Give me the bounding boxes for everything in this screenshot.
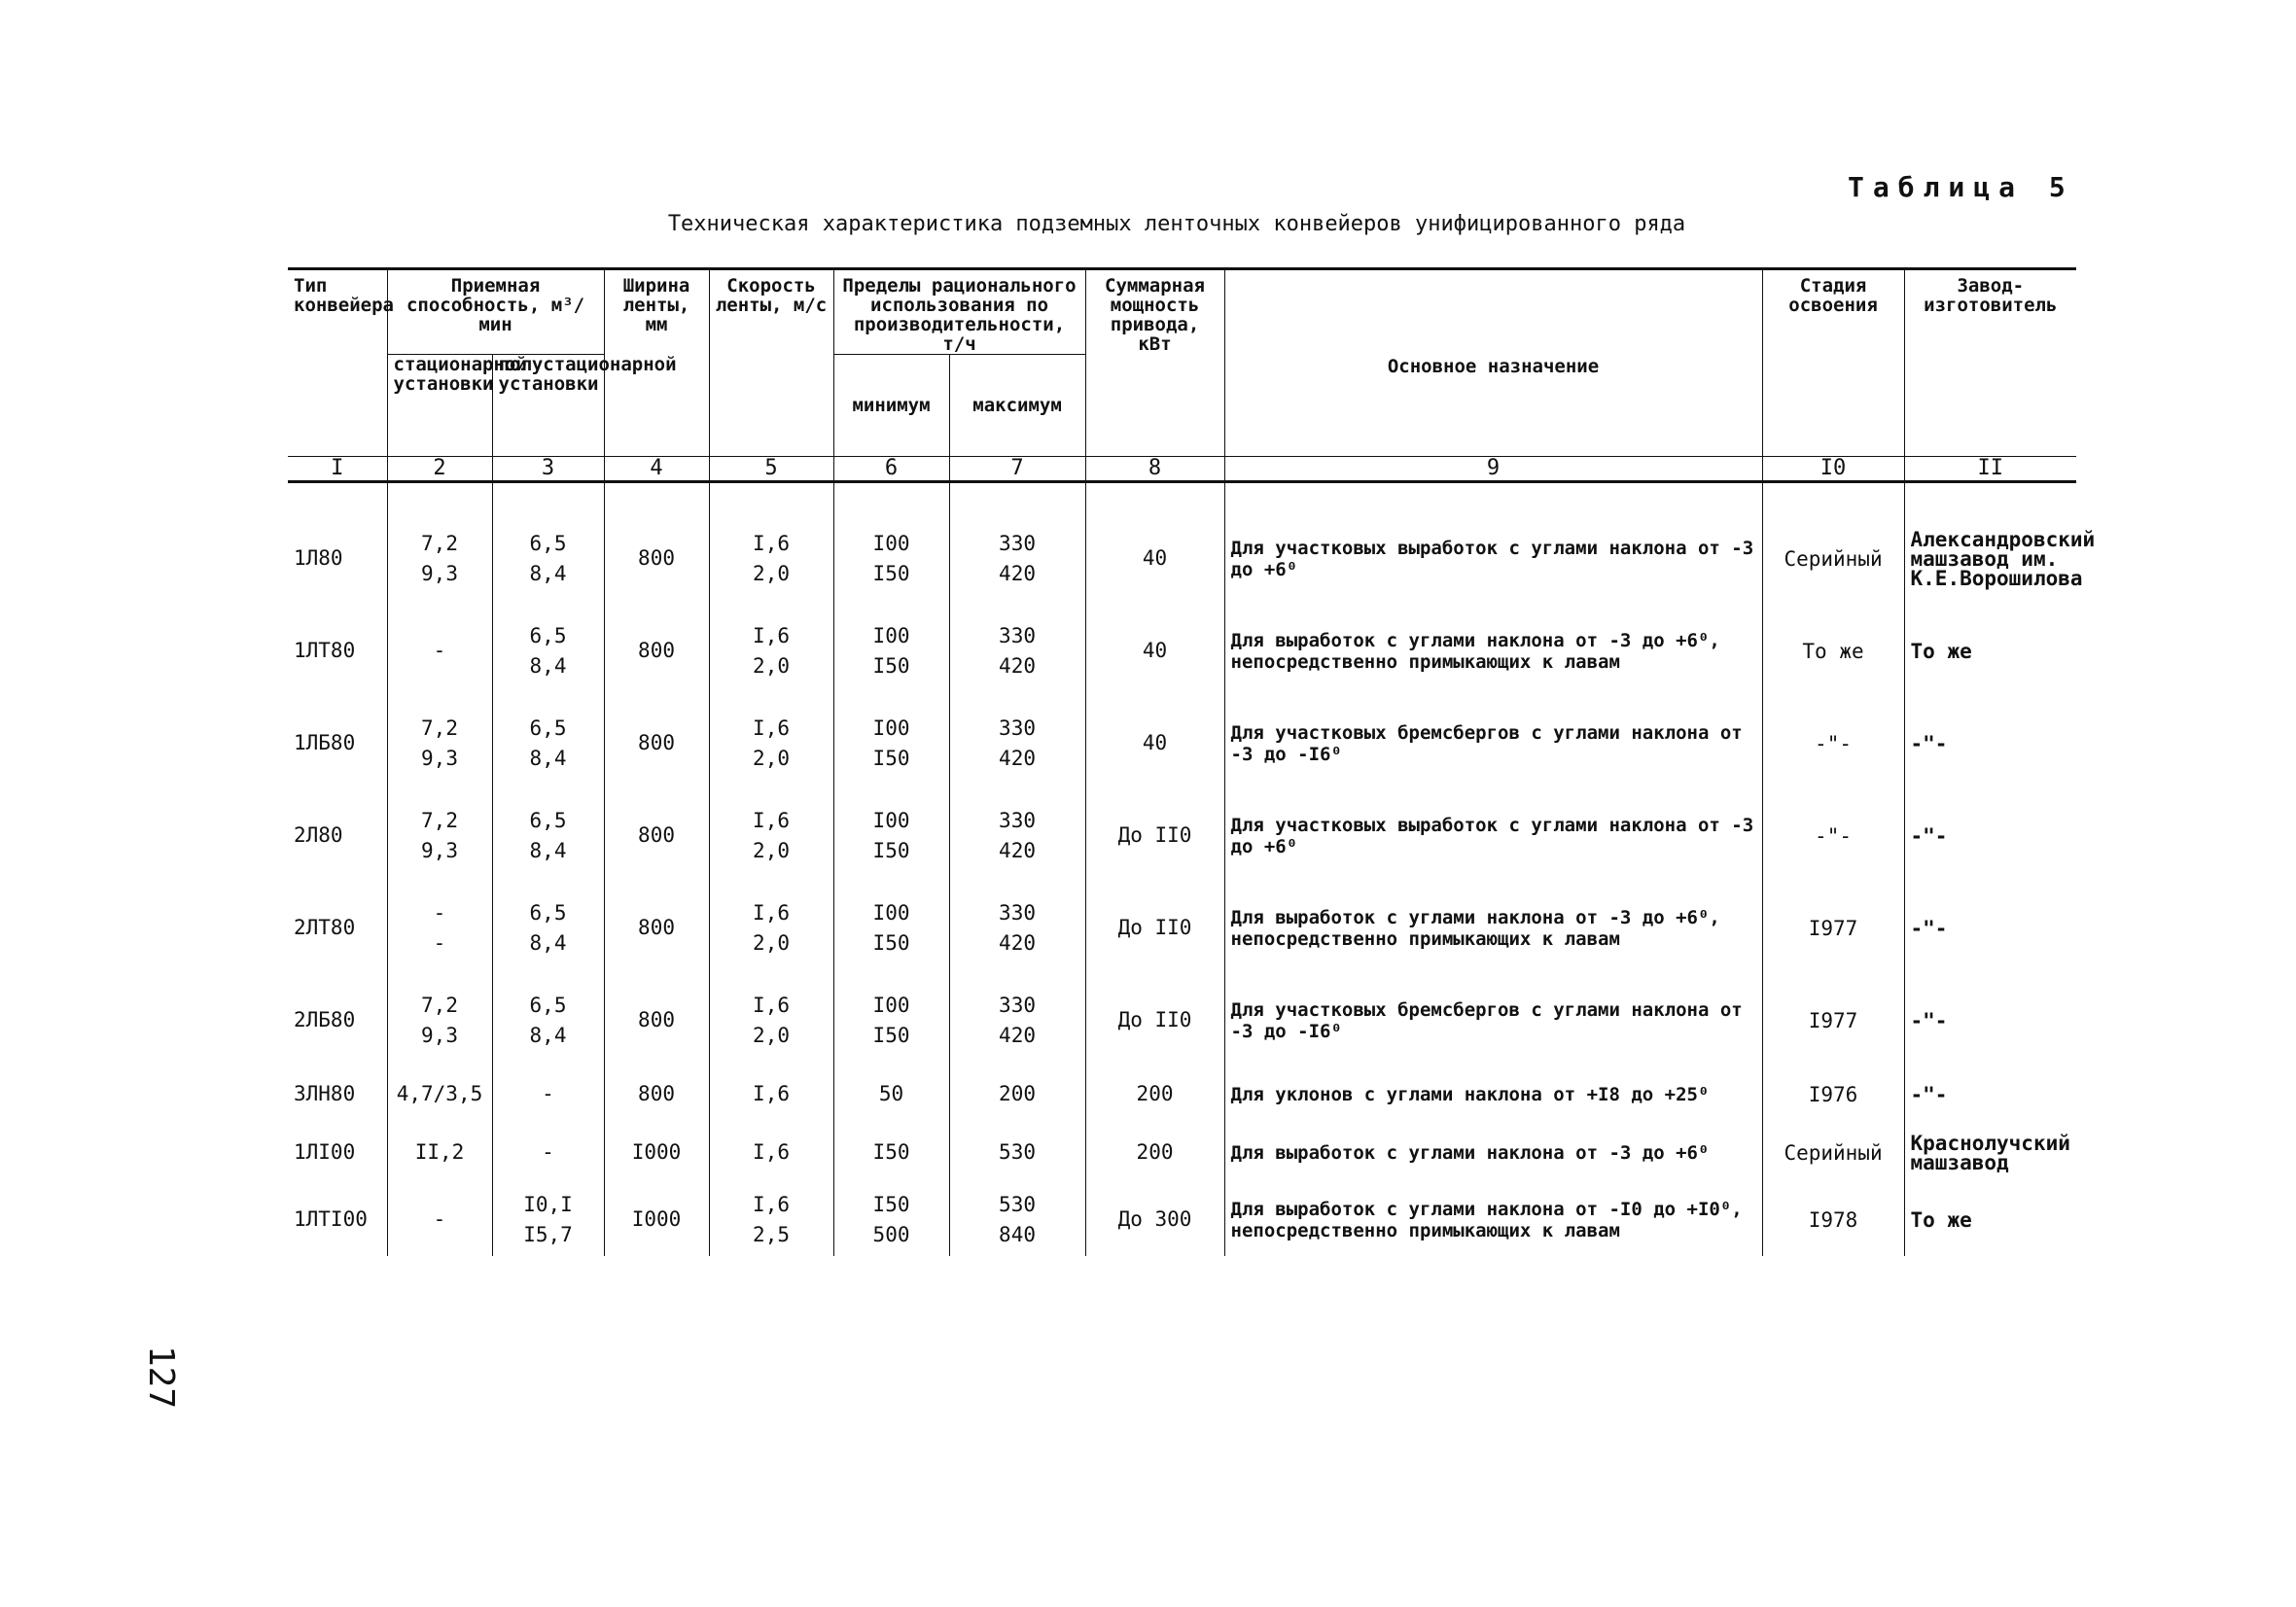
cell-type: 1ЛТ80 [288, 605, 387, 697]
column-number: I0 [1762, 457, 1904, 482]
cell-limit-min: I00 I50 [833, 605, 949, 697]
cell-maker: -"- [1904, 1066, 2076, 1122]
cell-stage: I977 [1762, 974, 1904, 1066]
cell-maker: -"- [1904, 697, 2076, 789]
cell-speed: I,6 2,0 [709, 697, 833, 789]
cell-limit-min: I00 I50 [833, 882, 949, 974]
cell-limit-max: 530 [949, 1122, 1085, 1183]
column-number: I [288, 457, 387, 482]
column-number: II [1904, 457, 2076, 482]
column-number: 7 [949, 457, 1085, 482]
cell-purpose: Для участковых выработок с углами наклона от -3 до +6⁰ [1224, 512, 1762, 605]
header-limits: Пределы рационального использования по производительности, т/ч [833, 269, 1085, 355]
cell-width: I000 [604, 1183, 709, 1256]
column-number: 8 [1085, 457, 1224, 482]
table-row [288, 697, 2076, 789]
table-row [288, 1122, 2076, 1183]
cell-width: 800 [604, 789, 709, 882]
cell-type: 2ЛТ80 [288, 882, 387, 974]
cell-capacity-semi: I0,I I5,7 [492, 1183, 604, 1256]
cell-maker: То же [1904, 1183, 2076, 1256]
cell-limit-min: I00 I50 [833, 974, 949, 1066]
cell-type: 2Л80 [288, 789, 387, 882]
cell-limit-max: 330 420 [949, 605, 1085, 697]
cell-stage: -"- [1762, 697, 1904, 789]
cell-type: 1Л80 [288, 512, 387, 605]
cell-limit-min: I00 I50 [833, 789, 949, 882]
cell-purpose: Для выработок с углами наклона от -3 до +6⁰ [1224, 1122, 1762, 1183]
cell-width: 800 [604, 697, 709, 789]
cell-capacity-stationary: - - [387, 882, 492, 974]
cell-maker: -"- [1904, 974, 2076, 1066]
cell-capacity-stationary: 7,2 9,3 [387, 789, 492, 882]
cell-limit-max: 330 420 [949, 512, 1085, 605]
cell-capacity-stationary: 7,2 9,3 [387, 974, 492, 1066]
cell-capacity-semi: 6,5 8,4 [492, 789, 604, 882]
cell-speed: I,6 [709, 1066, 833, 1122]
cell-capacity-stationary: 7,2 9,3 [387, 697, 492, 789]
column-number-row [288, 457, 2076, 482]
cell-stage: Серийный [1762, 1122, 1904, 1183]
cell-stage: Серийный [1762, 512, 1904, 605]
table-body [288, 482, 2096, 1257]
table-row [288, 789, 2076, 882]
cell-type: 1ЛБ80 [288, 697, 387, 789]
cell-power: До 300 [1085, 1183, 1224, 1256]
table-row [288, 605, 2076, 697]
cell-capacity-semi: - [492, 1122, 604, 1183]
cell-capacity-semi: 6,5 8,4 [492, 974, 604, 1066]
column-number: 5 [709, 457, 833, 482]
cell-capacity-stationary: II,2 [387, 1122, 492, 1183]
cell-type: 2ЛБ80 [288, 974, 387, 1066]
column-number: 4 [604, 457, 709, 482]
cell-speed: I,6 2,0 [709, 605, 833, 697]
cell-type: 3ЛН80 [288, 1066, 387, 1122]
cell-stage: I978 [1762, 1183, 1904, 1256]
cell-limit-max: 530 840 [949, 1183, 1085, 1256]
cell-width: 800 [604, 1066, 709, 1122]
cell-power: 40 [1085, 605, 1224, 697]
cell-speed: I,6 2,0 [709, 789, 833, 882]
cell-purpose: Для уклонов с углами наклона от +I8 до +25⁰ [1224, 1066, 1762, 1122]
cell-speed: I,6 2,0 [709, 974, 833, 1066]
cell-speed: I,6 2,0 [709, 512, 833, 605]
header-limits-min: минимум [833, 355, 949, 457]
cell-limit-max: 330 420 [949, 697, 1085, 789]
cell-speed: I,6 2,5 [709, 1183, 833, 1256]
cell-limit-max: 330 420 [949, 974, 1085, 1066]
cell-maker: -"- [1904, 789, 2076, 882]
column-number: 9 [1224, 457, 1762, 482]
table-label: Таблица 5 [1848, 171, 2074, 203]
cell-capacity-semi: 6,5 8,4 [492, 605, 604, 697]
cell-type: 1ЛI00 [288, 1122, 387, 1183]
conveyor-spec-table [288, 267, 2096, 1256]
cell-power: 40 [1085, 512, 1224, 605]
cell-maker: То же [1904, 605, 2076, 697]
cell-speed: I,6 2,0 [709, 882, 833, 974]
page-number: 127 [141, 1345, 181, 1410]
cell-maker: -"- [1904, 882, 2076, 974]
cell-maker: Александровский машзавод им. К.Е.Ворошилова [1904, 512, 2076, 605]
cell-width: 800 [604, 882, 709, 974]
column-number: 3 [492, 457, 604, 482]
header-capacity: Приемная способность, м³/мин [387, 269, 604, 355]
header-power: Суммарная мощность привода, кВт [1085, 269, 1224, 457]
cell-capacity-semi: 6,5 8,4 [492, 697, 604, 789]
cell-limit-min: I50 500 [833, 1183, 949, 1256]
cell-limit-min: 50 [833, 1066, 949, 1122]
cell-capacity-semi: - [492, 1066, 604, 1122]
table-row [288, 882, 2076, 974]
table-row [288, 512, 2076, 605]
cell-width: 800 [604, 512, 709, 605]
cell-capacity-stationary: - [387, 605, 492, 697]
cell-power: 200 [1085, 1066, 1224, 1122]
cell-purpose: Для участковых бремсбергов с углами наклона от -3 до -I6⁰ [1224, 697, 1762, 789]
cell-width: 800 [604, 605, 709, 697]
header-capacity-semi: полустационарной установки [492, 355, 604, 457]
cell-purpose: Для участковых бремсбергов с углами наклона от -3 до -I6⁰ [1224, 974, 1762, 1066]
table-row [288, 1183, 2076, 1256]
cell-purpose: Для участковых выработок с углами наклона от -3 до +6⁰ [1224, 789, 1762, 882]
cell-capacity-stationary: 7,2 9,3 [387, 512, 492, 605]
cell-width: 800 [604, 974, 709, 1066]
column-number: 6 [833, 457, 949, 482]
cell-stage: I977 [1762, 882, 1904, 974]
header-capacity-stationary: стационарной установки [387, 355, 492, 457]
cell-limit-min: I00 I50 [833, 512, 949, 605]
cell-power: До II0 [1085, 974, 1224, 1066]
cell-limit-max: 330 420 [949, 789, 1085, 882]
cell-purpose: Для выработок с углами наклона от -I0 до +I0⁰, непосредственно примыкающих к лавам [1224, 1183, 1762, 1256]
cell-limit-max: 330 420 [949, 882, 1085, 974]
cell-purpose: Для выработок с углами наклона от -3 до +6⁰, непосредственно примыкающих к лавам [1224, 605, 1762, 697]
header-maker: Завод-изготовитель [1904, 269, 2076, 457]
header-width: Ширина ленты, мм [604, 269, 709, 457]
cell-power: До II0 [1085, 882, 1224, 974]
header-stage: Стадия освоения [1762, 269, 1904, 457]
cell-speed: I,6 [709, 1122, 833, 1183]
cell-limit-max: 200 [949, 1066, 1085, 1122]
cell-power: До II0 [1085, 789, 1224, 882]
cell-capacity-stationary: 4,7/3,5 [387, 1066, 492, 1122]
cell-capacity-semi: 6,5 8,4 [492, 882, 604, 974]
cell-stage: -"- [1762, 789, 1904, 882]
table-row [288, 974, 2076, 1066]
header-type: Тип конвейера [288, 269, 387, 457]
cell-capacity-semi: 6,5 8,4 [492, 512, 604, 605]
cell-limit-min: I00 I50 [833, 697, 949, 789]
table-caption: Техническая характеристика подземных ленточных конвейеров унифицированного ряда [667, 212, 1686, 236]
cell-type: 1ЛТI00 [288, 1183, 387, 1256]
cell-width: I000 [604, 1122, 709, 1183]
header-speed: Скорость ленты, м/с [709, 269, 833, 457]
column-number: 2 [387, 457, 492, 482]
cell-limit-min: I50 [833, 1122, 949, 1183]
cell-stage: То же [1762, 605, 1904, 697]
header-limits-max: максимум [949, 355, 1085, 457]
cell-power: 200 [1085, 1122, 1224, 1183]
header-purpose: Основное назначение [1224, 269, 1762, 457]
cell-capacity-stationary: - [387, 1183, 492, 1256]
table-row [288, 1066, 2076, 1122]
cell-purpose: Для выработок с углами наклона от -3 до +6⁰, непосредственно примыкающих к лавам [1224, 882, 1762, 974]
cell-power: 40 [1085, 697, 1224, 789]
cell-stage: I976 [1762, 1066, 1904, 1122]
cell-maker: Краснолучский машзавод [1904, 1122, 2076, 1183]
